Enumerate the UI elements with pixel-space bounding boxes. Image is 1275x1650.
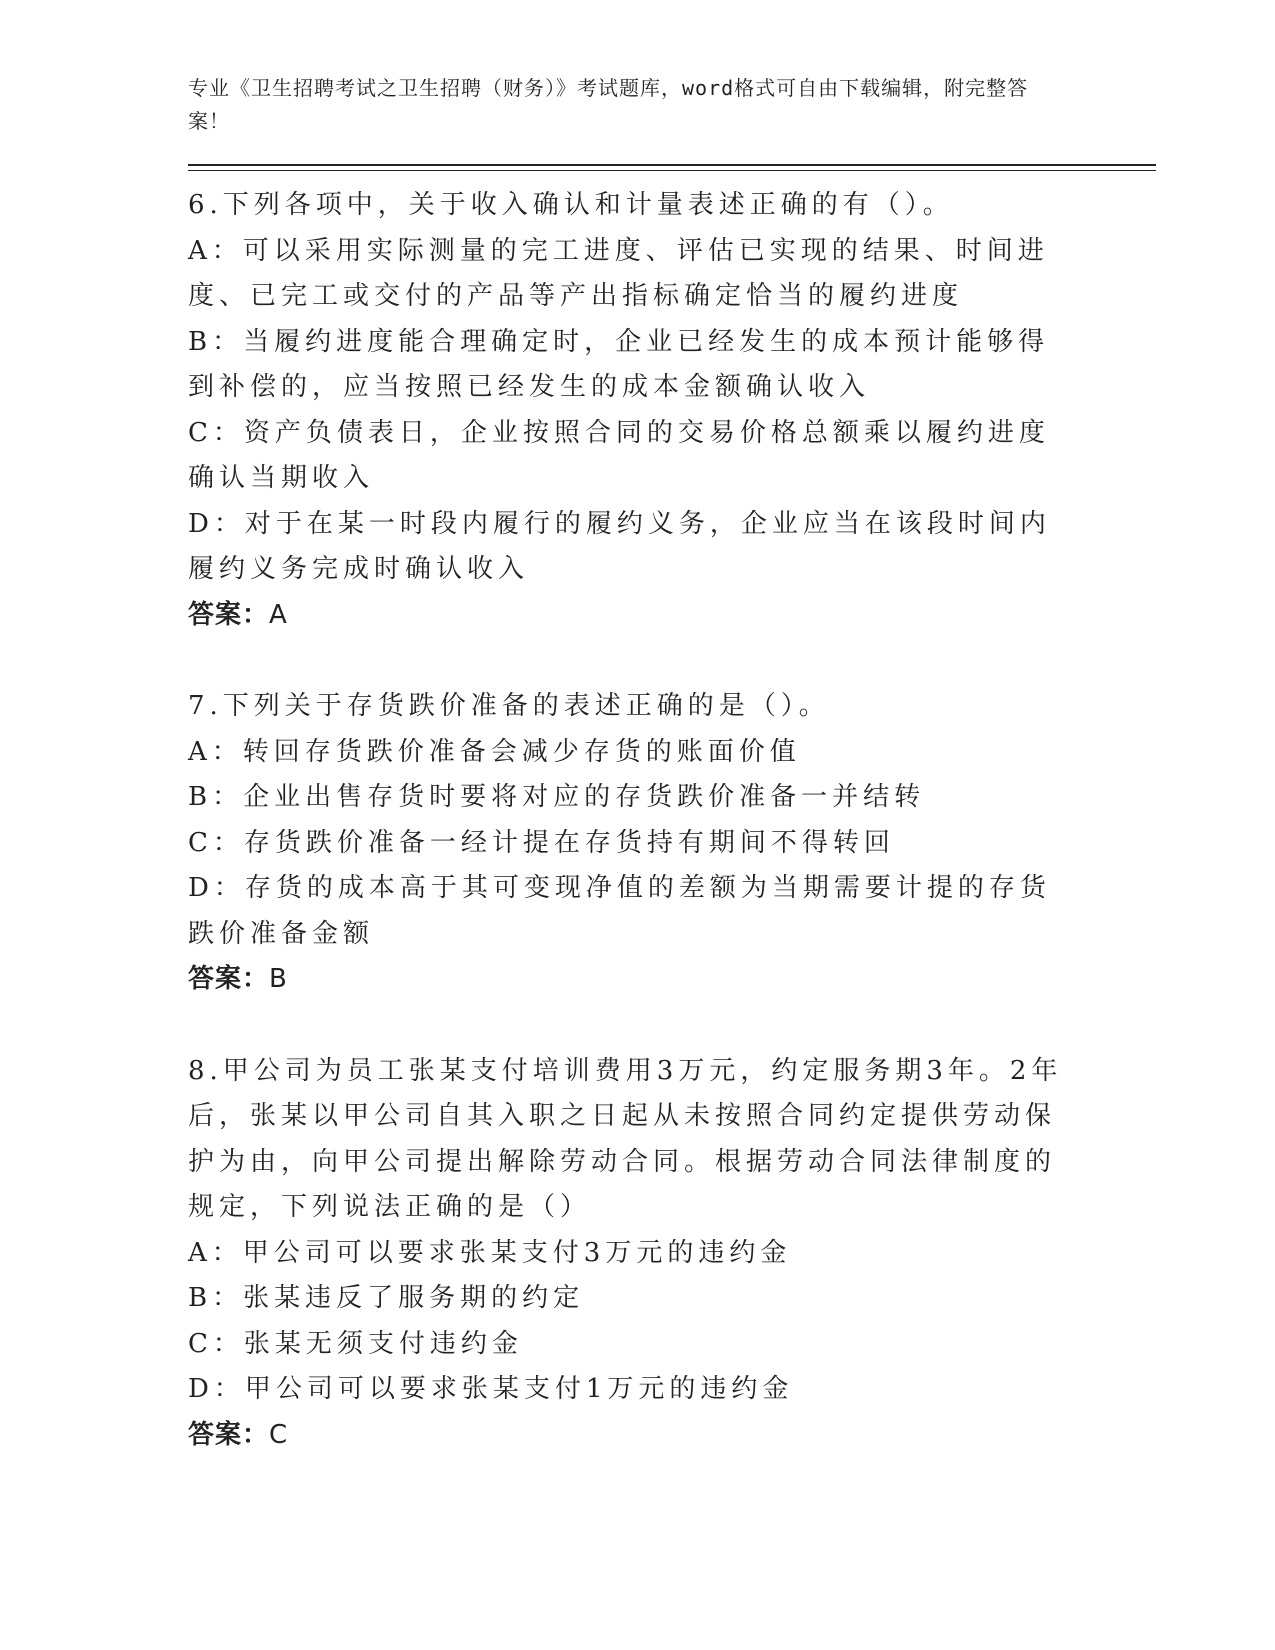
option-d: D：对于在某一时段内履行的履约义务，企业应当在该段时间内履约义务完成时确认收入 xyxy=(188,508,1051,584)
question-stem: 6.下列各项中，关于收入确认和计量表述正确的有（）。 xyxy=(188,190,954,220)
answer-line xyxy=(188,1413,1148,1459)
answer-value: B xyxy=(269,964,288,994)
answer-label: 答案： xyxy=(188,1419,270,1450)
answer-line xyxy=(188,957,1148,1003)
option-c: C：存货跌价准备一经计提在存货持有期间不得转回 xyxy=(188,827,895,858)
question-stem: 7.下列关于存货跌价准备的表述正确的是（）。 xyxy=(188,691,830,721)
question-6 xyxy=(188,183,1148,638)
option-b: B：企业出售存货时要将对应的存货跌价准备一并结转 xyxy=(188,782,926,812)
answer-value: A xyxy=(269,599,288,630)
question-7 xyxy=(188,684,1148,1003)
question-stem: 8.甲公司为员工张某支付培训费用3万元，约定服务期3年。2年后，张某以甲公司自其入职之日起从未按照合同约定提供劳动保护为由，向甲公司提出解除劳动合同。根据劳动合同法律制度的规定，下列说法正确的是（） xyxy=(188,1055,1063,1222)
document-page xyxy=(188,72,1148,1458)
answer-label: 答案： xyxy=(188,964,270,994)
answer-line xyxy=(188,593,1148,639)
option-a: A：转回存货跌价准备会减少存货的账面价值 xyxy=(188,736,801,767)
option-a: A：可以采用实际测量的完工进度、评估已实现的结果、时间进度、已完工或交付的产品等产出指标确定恰当的履约进度 xyxy=(188,235,1049,311)
question-8 xyxy=(188,1049,1148,1459)
answer-value: C xyxy=(269,1419,289,1450)
option-a: A：甲公司可以要求张某支付3万元的违约金 xyxy=(188,1237,792,1268)
option-d: D：存货的成本高于其可变现净值的差额为当期需要计提的存货跌价准备金额 xyxy=(188,873,1051,949)
document-header: 专业《卫生招聘考试之卫生招聘（财务）》考试题库，word格式可自由下载编辑，附完整答案！ xyxy=(188,76,1029,133)
option-d: D：甲公司可以要求张某支付1万元的违约金 xyxy=(188,1374,794,1404)
option-c: C：资产负债表日，企业按照合同的交易价格总额乘以履约进度确认当期收入 xyxy=(188,417,1050,493)
option-b: B：当履约进度能合理确定时，企业已经发生的成本预计能够得到补偿的，应当按照已经发生的成本金额确认收入 xyxy=(188,326,1050,402)
option-b: B：张某违反了服务期的约定 xyxy=(188,1283,585,1313)
answer-label: 答案： xyxy=(188,599,270,630)
header-divider xyxy=(188,164,1156,171)
option-c: C：张某无须支付违约金 xyxy=(188,1328,523,1359)
